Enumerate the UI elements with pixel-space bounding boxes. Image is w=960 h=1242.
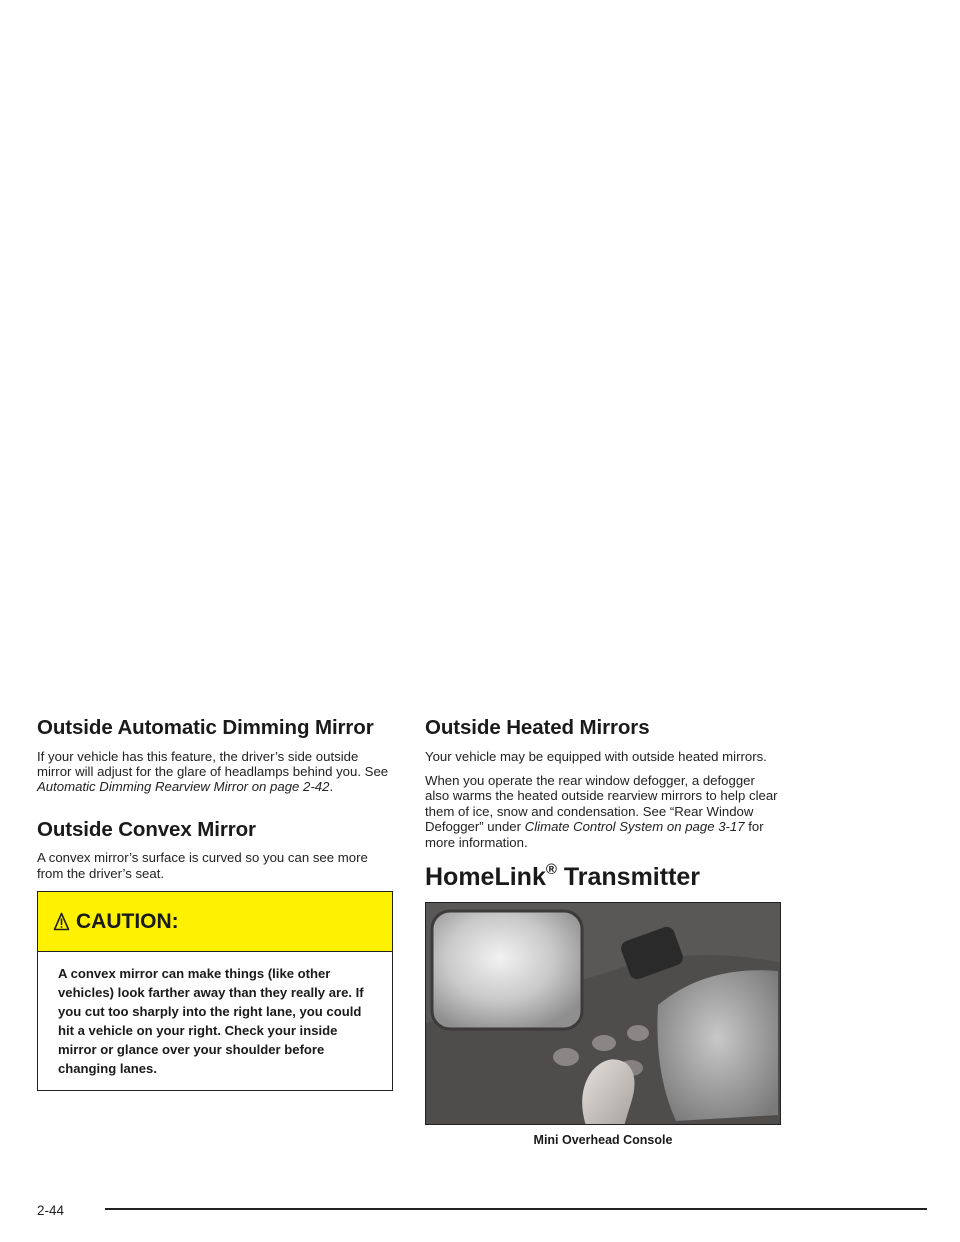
homelink-title: HomeLink [425, 863, 546, 891]
heated-text: When you operate the rear window defogger, a defogger also warms the heated outside rearview mirrors to help clear them of ice, snow and condensation. See “Rear Window Defogger” under [425, 772, 778, 835]
caution-title: CAUTION: [76, 909, 179, 933]
auto-dimming-end: . [329, 779, 334, 795]
heated-paragraph-2 [425, 773, 781, 850]
caution-box [37, 891, 393, 1091]
auto-dimming-text: If your vehicle has this feature, the driver’s side outside mirror will adjust for the glare of headlamps behind you. See [37, 748, 389, 779]
heated-text-end: for more information. [425, 819, 764, 850]
section-title-convex: Outside Convex Mirror [37, 817, 256, 841]
section-title-homelink [425, 861, 781, 892]
left-column [37, 716, 395, 1091]
heated-paragraph-1: Your vehicle may be equipped with outside heated mirrors. [425, 748, 767, 764]
auto-dimming-reference: Automatic Dimming Rearview Mirror on page 2-42 [37, 779, 330, 795]
transmitter-title: Transmitter [556, 863, 701, 891]
registered-mark: ® [545, 861, 557, 878]
section-title-heated: Outside Heated Mirrors [425, 716, 650, 739]
footer-rule [105, 1208, 927, 1210]
page-number: 2-44 [37, 1203, 65, 1218]
warning-icon [53, 912, 70, 932]
auto-dimming-paragraph [37, 749, 395, 795]
photo-caption: Mini Overhead Console [533, 1132, 673, 1147]
convex-paragraph: A convex mirror’s surface is curved so you can see more from the driver’s seat. [37, 850, 368, 881]
console-illustration [426, 903, 781, 1125]
section-title-auto-dimming: Outside Automatic Dimming Mirror [37, 716, 374, 739]
caution-header [38, 892, 392, 952]
right-column [425, 716, 781, 1147]
caution-text: A convex mirror can make things (like other vehicles) look farther away than they really are. If you cut too sharply into the right lane, you could hit a vehicle on your right. Check your inside mirror or glance over your shoulder before changing lanes. [58, 966, 364, 1077]
overhead-console-photo [425, 902, 781, 1125]
climate-reference: Climate Control System on page 3-17 [524, 819, 745, 835]
